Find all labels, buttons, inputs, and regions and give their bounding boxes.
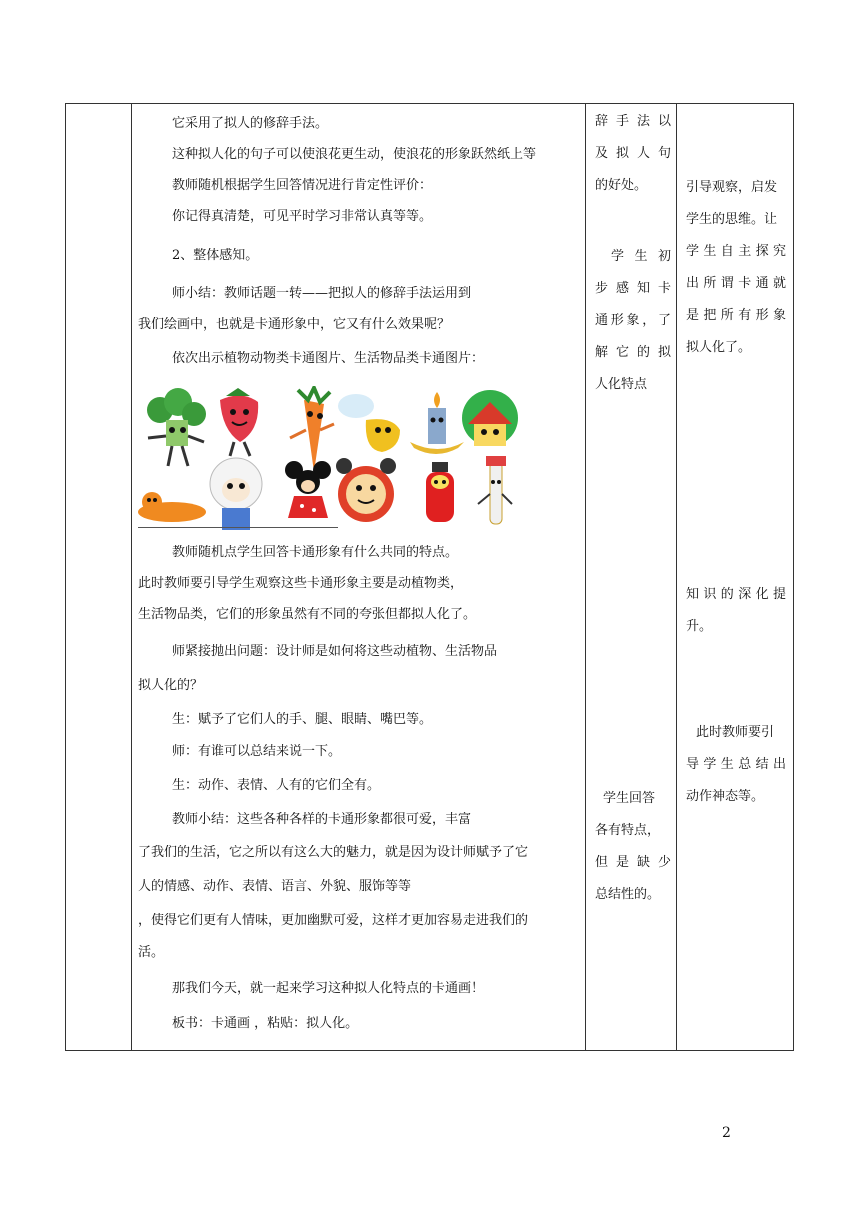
text-line: 我们绘画中，也就是卡通形象中，它又有什么效果呢？ (138, 317, 451, 332)
text-line: 引导观察，启发 (686, 180, 778, 195)
text-line: 总结性的。 (595, 887, 661, 902)
alarm-clock-cartoon (336, 458, 396, 522)
design-intent-block (686, 717, 786, 813)
text-line: 出所谓卡通就 (686, 276, 786, 291)
text-line: 师小结：教师话题一转——把拟人的修辞手法运用到 (172, 286, 472, 301)
text-line: 师：有谁可以总结来说一下。 (172, 744, 342, 759)
student-activity-block (595, 783, 671, 911)
text-line: 生活物品类，它们的形象虽然有不同的夸张但都拟人化了。 (138, 607, 477, 622)
text-line: 学生自主探究 (686, 244, 786, 259)
design-intent-block (686, 579, 786, 643)
text-line: 拟人化了。 (686, 340, 752, 355)
house-cartoon (462, 390, 518, 446)
teapot-cartoon (338, 394, 400, 452)
text-line: 2、整体感知。 (172, 248, 259, 263)
student-activity-cell (589, 104, 677, 1050)
text-line: ，使得它们更有人情味，更加幽默可爱，这样才更加容易走进我们的 (138, 913, 529, 928)
text-line: 是把所有形象 (686, 308, 786, 323)
text-line: 此时教师要引导学生观察这些卡通形象主要是动植物类， (138, 576, 464, 591)
text-line: 各有特点， (595, 823, 661, 838)
cat-cartoon (138, 492, 206, 522)
illustration-underline (138, 527, 338, 528)
text-line: 教师小结：这些各种各样的卡通形象都很可爱，丰富 (172, 812, 472, 827)
text-line: 生：动作、表情、人有的它们全有。 (172, 778, 381, 793)
fire-extinguisher-cartoon (426, 462, 454, 522)
student-activity-block (595, 241, 671, 401)
text-line: 但 是 缺 少 (595, 855, 671, 870)
cartoon-illustrations (138, 386, 534, 532)
teaching-process-cell (138, 104, 586, 1050)
text-line: 你记得真清楚，可见平时学习非常认真等等。 (172, 209, 433, 224)
column-divider (131, 104, 132, 1050)
text-line: 它采用了拟人的修辞手法。 (172, 116, 329, 131)
text-line: 导学生总结出 (686, 757, 786, 772)
text-line: 通形象，了 (595, 313, 671, 328)
sheep-cartoon (210, 458, 262, 530)
text-line: 人的情感、动作、表情、语言、外貌、服饰等等 (138, 879, 412, 894)
text-line: 教师随机点学生回答卡通形象有什么共同的特点。 (172, 545, 459, 560)
text-line: 那我们今天，就一起来学习这种拟人化特点的卡通画！ (172, 981, 485, 996)
broccoli-cartoon (147, 388, 206, 466)
text-line: 学生回答 (603, 791, 656, 806)
lesson-table (65, 103, 794, 1051)
design-intent-block (686, 172, 786, 364)
design-intent-cell (680, 104, 792, 1050)
text-line: 的好处。 (595, 178, 648, 193)
strawberry-cartoon (220, 388, 258, 456)
text-line: 生：赋予了它们人的手、腿、眼睛、嘴巴等。 (172, 712, 433, 727)
text-line: 师紧接抛出问题：设计师是如何将这些动植物、生活物品 (172, 644, 498, 659)
text-line: 板书：卡通画 ，粘贴：拟人化。 (172, 1016, 359, 1031)
text-line: 依次出示植物动物类卡通图片、生活物品类卡通图片： (172, 351, 485, 366)
text-line: 学生的思维。让 (686, 212, 778, 227)
text-line: 了我们的生活，它之所以有这么大的魅力，就是因为设计师赋予了它 (138, 845, 529, 860)
text-line: 知识的深化提 (686, 587, 786, 602)
text-line: 步 感 知 卡 (595, 281, 671, 296)
text-line: 这种拟人化的句子可以使浪花更生动，使浪花的形象跃然纸上等 (172, 147, 537, 162)
text-line: 此时教师要引 (696, 725, 775, 740)
toothbrush-cartoon (478, 456, 512, 524)
page-number: 2 (722, 1125, 731, 1141)
text-line: 拟人化的？ (138, 678, 204, 693)
candle-lamp-cartoon (410, 392, 464, 454)
text-line: 人化特点 (595, 377, 648, 392)
text-line: 辞 手 法 以 (595, 114, 671, 129)
text-line: 解 它 的 拟 (595, 345, 671, 360)
text-line: 教师随机根据学生回答情况进行肯定性评价： (172, 178, 433, 193)
carrot-cartoon (290, 388, 334, 472)
text-line: 动作神态等。 (686, 789, 765, 804)
text-line: 及 拟 人 句 (595, 146, 671, 161)
student-activity-block (595, 106, 671, 202)
text-line: 升。 (686, 619, 713, 634)
text-line: 活。 (138, 945, 165, 960)
mouse-cartoon (285, 461, 331, 518)
text-line: 学 生 初 (611, 249, 671, 264)
